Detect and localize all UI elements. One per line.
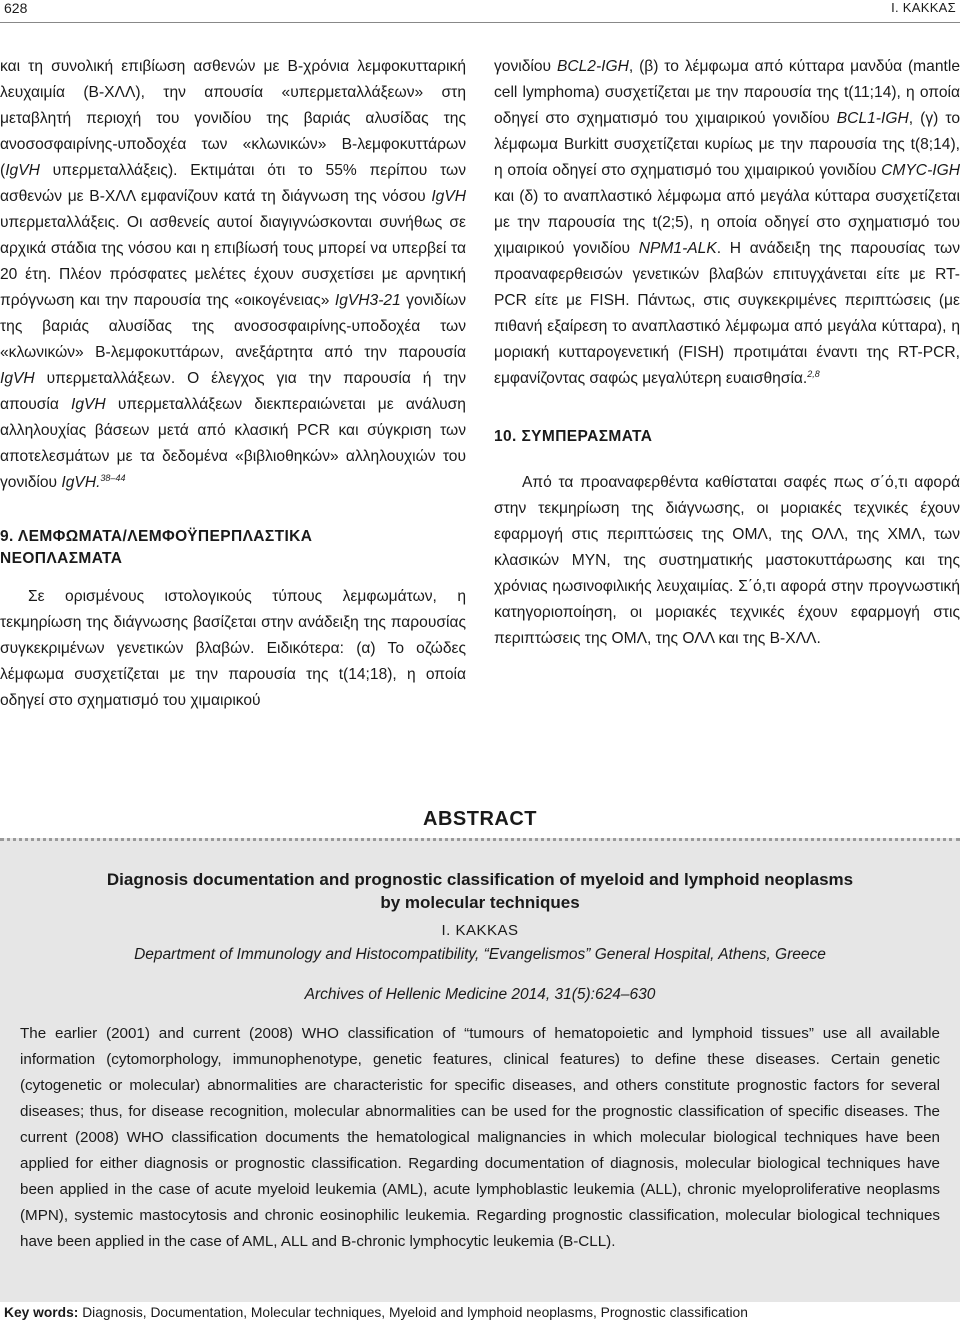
abstract-body: The earlier (2001) and current (2008) WHO classification of “tumours of hematopoietic and lymphoid tissues” use all available information (cytomorphology, immunophenotype, genetic features, clinical features) to define these diseases. Certain genetic (cytogenetic or molecular) abnormalities are characteristic for specific diseases, and others constitute prognostic factors for several diseases; thus, for disease recognition, molecular abnormalities can be used for the prognostic classification of specific diseases. The current (2008) WHO classification documents the hematological malignancies in which molecular biological techniques have been applied for either diagnosis or prognostic classification. Regarding documentation of diagnosis, molecular biological techniques have been applied in the case of acute myeloid leukemia (AML), acute lymphoblastic leukemia (ALL), chronic myeloproliferative neoplasms (MPN), systemic mastocytosis and chronic eosinophilic leukemia. Regarding prognostic classification, molecular biological techniques have been applied in the case of AML, ALL and B-chronic lymphocytic leukemia (B-CLL). (20, 1025, 940, 1250)
section-heading-9: 9. ΛΕΜΦΩΜΑΤΑ/ΛΕΜΦΟΫΠΕΡΠΛΑΣΤΙΚΑ ΝΕΟΠΛΑΣΜΑΤΑ (0, 528, 313, 567)
abstract-paper-title: Diagnosis documentation and prognostic classification of myeloid and lymphoid neoplasms by molecular techniques (106, 870, 854, 912)
citation-ref: 2,8 (807, 368, 820, 379)
right-paragraph-1: γονιδίου BCL2-IGH, (β) το λέμφωμα από κύτταρα μανδύα (mantle cell lymphoma) συσχετίζεται με την παρουσία της t(11;14), η οποία οδηγεί στο σχηματισμό του χιμαιρικού γονιδίου BCL1-IGH, (γ) το λέμφωμα Burkitt συσχετίζεται κυρίως με την παρουσία της t(8;14), η οποία οδηγεί στο σχηματισμό του χιμαιρικού γονιδίου CMYC-IGH και (δ) το αναπλαστικό λέμφωμα από μεγάλα κύτταρα συσχετίζεται με την παρουσία της t(2;5), η οποία οδηγεί στο σχηματισμό του χιμαιρικού γονιδίου NPM1-ALK. Η ανάδειξη της παρουσίας των προαναφερθεισών γενετικών βλαβών επιτυγχάνεται είτε με RT-PCR είτε με FISH. Πάντως, στις συγκεκριμένες περιπτώσεις (με πιθανή εξαίρεση το αναπλαστικό λέμφωμα από μεγάλα κύτταρα), η μοριακή κυτταρογενετική (FISH) προτιμάται έναντι της RT-PCR, εμφανίζοντας σαφώς μεγαλύτερη ευαισθησία.$^{2,8}$ (494, 58, 960, 387)
section-heading-10: 10. ΣΥΜΠΕΡΑΣΜΑΤΑ (494, 428, 653, 445)
page-number: 628 (4, 0, 28, 16)
right-paragraph-2: Από τα προαναφερθέντα καθίσταται σαφές πως σ΄ό,τι αφορά στην τεκμηρίωση της διάγνωσης, οι μοριακές τεχνικές έχουν εφαρμογή στις περιπτώσεις της ΟΜΛ, της ΟΛΛ, της ΧΜΛ, των κλασικών ΜΥΝ, της συστηματικής μαστοκυττάρωσης και της χρόνιας ηωσινοφιλικής λευχαιμίας. Σ΄ό,τι αφορά στην προγνωστική κατηγοριοποίηση, οι μοριακές τεχνικές έχουν εφαρμογή στις περιπτώσεις της ΟΜΛ, της ΟΛΛ και της Β-ΧΛΛ. (494, 474, 960, 647)
header-rule (0, 22, 960, 23)
keywords-label: Key words: (4, 1305, 79, 1320)
left-column (0, 54, 466, 714)
abstract-journal: Archives of Hellenic Medicine 2014, 31(5):624–630 (304, 986, 656, 1003)
left-paragraph-2: Σε ορισμένους ιστολογικούς τύπους λεμφωμάτων, η τεκμηρίωση της διάγνωσης βασίζεται στην ανάδειξη της παρουσίας συγκεκριμένων γενετικών βλαβών. Ειδικότερα: (α) Το οζώδες λέμφωμα συσχετίζεται με την παρουσία της t(14;18), η οποία οδηγεί στο σχηματισμό του χιμαιρικού (0, 588, 466, 709)
keywords-list: Diagnosis, Documentation, Molecular techniques, Myeloid and lymphoid neoplasms, Prognostic classification (82, 1305, 748, 1320)
citation-ref: 38–44 (100, 472, 126, 483)
right-column (494, 54, 960, 652)
abstract-label: ABSTRACT (423, 808, 537, 830)
left-paragraph-1: και τη συνολική επιβίωση ασθενών με Β-χρόνια λεμφοκυτταρική λευχαιμία (Β-ΧΛΛ), την απουσία «υπερμεταλλάξεων» στη μεταβλητή περιοχή του γονιδίου της βαριάς αλυσίδας της ανοσοσφαιρίνης-υποδοχέα των «κλωνικών» Β-λεμφοκυττάρων (IgVH υπερμεταλλάξεις). Εκτιμάται ότι το 55% περίπου των ασθενών με Β-ΧΛΛ εμφανίζουν κατά τη διάγνωση της νόσου IgVH υπερμεταλλάξεις. Οι ασθενείς αυτοί διαγιγνώσκονται συνήθως σε αρχικά στάδια της νόσου και η επιβίωσή τους μπορεί να υπερβεί τα 20 έτη. Πλέον πρόσφατες μελέτες έχουν συσχετίσει με αρνητική πρόγνωση και την παρουσία της «οικογένειας» IgVH3-21 γονιδίων της βαριάς αλυσίδας της ανοσοσφαιρίνης-υποδοχέα των «κλωνικών» Β-λεμφοκυττάρων, ανεξάρτητα από την παρουσία IgVH υπερμεταλλάξεων. Ο έλεγχος για την παρουσία ή την απουσία IgVH υπερμεταλλάξεων διεκπεραιώνεται με ανάλυση αλληλουχίας βάσεων μετά από κλασική PCR και σύγκριση των αποτελεσμάτων με τα δεδομένα «βιβλιοθηκών» αλληλουχιών του γονιδίου IgVH.$^{38-44}$ (0, 58, 467, 491)
keywords (4, 1305, 956, 1320)
abstract-author: I. KAKKAS (441, 922, 519, 939)
running-head: Ι. ΚΑΚΚΑΣ (891, 0, 956, 15)
abstract-affiliation: Department of Immunology and Histocompatibility, “Evangelismos” General Hospital, Athens, Greece (134, 946, 826, 963)
